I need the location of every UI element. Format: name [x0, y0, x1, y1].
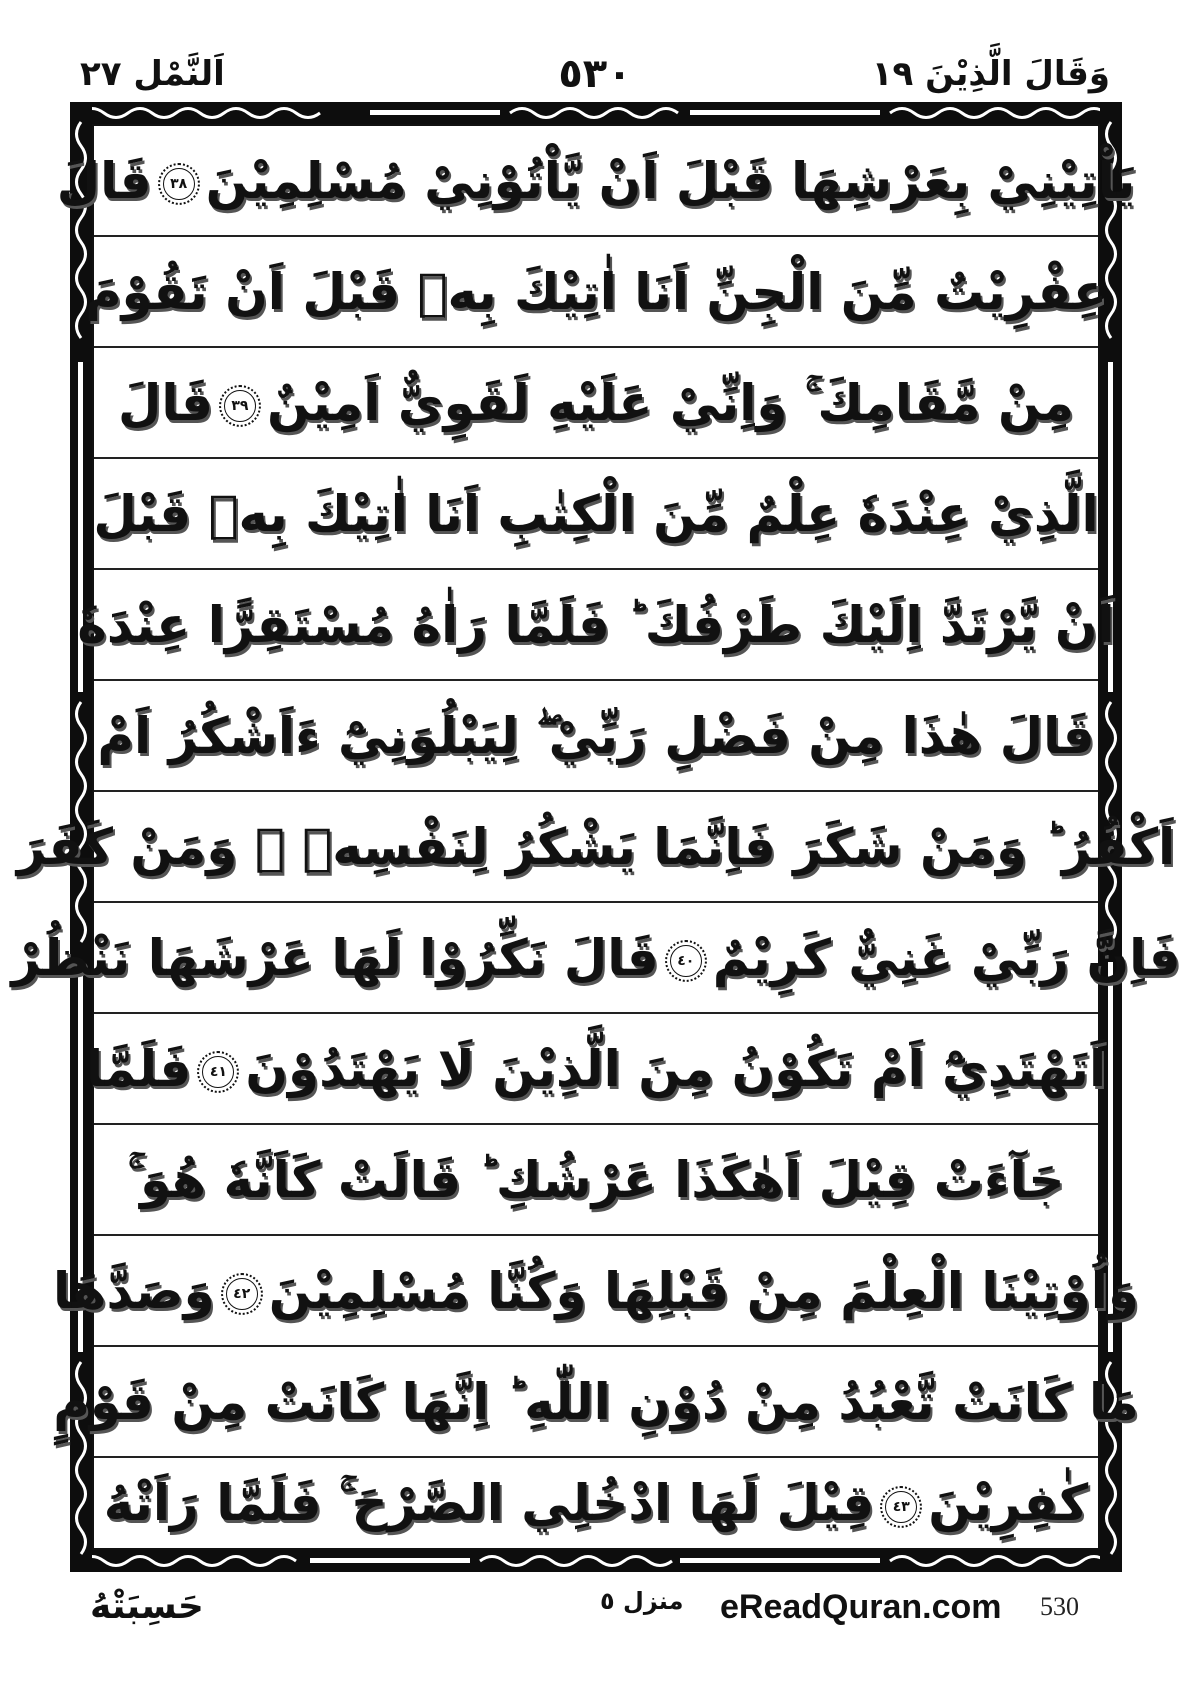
ayah-marker-icon: ٤٢ — [221, 1273, 263, 1315]
text-line — [77, 570, 1115, 681]
catchword: حَسِبَتْهُ — [90, 1586, 204, 1627]
line-text: مَا كَانَتْ تَّعْبُدُ مِنْ دُوْنِ اللّٰهِ ؕ اِنَّهَا كَانَتْ مِنْ قَوْمٍ — [53, 1372, 1139, 1431]
line-text: كٰفِرِيْنَ — [928, 1474, 1089, 1532]
text-line — [53, 1236, 1139, 1347]
text-line — [94, 681, 1098, 792]
text-line — [53, 1347, 1139, 1458]
ayah-marker-icon: ٤٣ — [880, 1486, 922, 1528]
text-line — [11, 903, 1181, 1014]
ayah-marker-icon: ٣٩ — [219, 385, 261, 427]
line-text: اَنْ يَّرْتَدَّ اِلَيْكَ طَرْفُكَ ؕ فَلَمَّا رَاٰهُ مُسْتَقِرًّا عِنْدَهٗ — [77, 595, 1115, 654]
text-line — [84, 237, 1108, 348]
floral-border-top-icon — [70, 102, 1122, 124]
ayah-marker-icon: ٤١ — [197, 1051, 239, 1093]
line-text: قَالَ هٰذَا مِنْ فَضْلِ رَبِّيْ ۖ لِيَبْلُوَنِيْٓ ءَاَشْكُرُ اَمْ — [97, 706, 1095, 765]
text-line — [94, 348, 1098, 459]
line-text: اَتَهْتَدِيْٓ اَمْ تَكُوْنُ مِنَ الَّذِيْنَ لَا يَهْتَدُوْنَ — [245, 1039, 1107, 1098]
text-line — [94, 1125, 1098, 1236]
line-tail: وَصَدَّهَا — [53, 1261, 215, 1320]
floral-border-bottom-icon — [70, 1550, 1122, 1572]
page-number: 530 — [1040, 1592, 1079, 1621]
line-tail: فَلَمَّا — [85, 1039, 192, 1098]
text-line — [94, 1458, 1098, 1548]
line-text: جَآءَتْ قِيْلَ اَهٰكَذَا عَرْشُكِ ؕ قَالَتْ كَاَنَّهٗ هُوَ ۚ — [127, 1150, 1065, 1209]
manzil-label: منزل ٥ — [600, 1587, 684, 1615]
ornamental-frame — [11, 102, 1181, 1572]
text-panel — [11, 124, 1181, 1550]
text-line — [94, 459, 1098, 570]
line-tail: قَالَ — [56, 151, 152, 210]
line-text: اَكْفُرُ ؕ وَمَنْ شَكَرَ فَاِنَّمَا يَشْكُرُ لِنَفْسِهٖ ۚ وَمَنْ كَفَرَ — [16, 817, 1176, 876]
ayah-marker-icon: ٤٠ — [665, 940, 707, 982]
page-footer — [80, 1582, 1110, 1642]
line-text: الَّذِيْ عِنْدَهٗ عِلْمٌ مِّنَ الْكِتٰبِ اَنَا اٰتِيْكَ بِهٖ قَبْلَ — [93, 484, 1099, 543]
text-line — [16, 792, 1176, 903]
line-tail: قَالَ — [118, 373, 213, 432]
juz-label: وَقَالَ الَّذِيْنَ ١٩ — [871, 54, 1110, 94]
line-tail: قَالَ نَكِّرُوْا لَهَا عَرْشَهَا نَنْظُرْ — [11, 928, 659, 987]
line-text: يَاْتِيْنِيْ بِعَرْشِهَا قَبْلَ اَنْ يَّاْتُوْنِيْ مُسْلِمِيْنَ — [205, 151, 1136, 210]
page-number-arabic: ٥٣٠ — [558, 51, 632, 97]
line-text: مِنْ مَّقَامِكَ ۚ وَاِنِّيْ عَلَيْهِ لَقَوِيٌّ اَمِيْنٌ — [266, 373, 1074, 432]
website-link[interactable]: eReadQuran.com — [720, 1588, 1002, 1626]
text-line — [56, 126, 1136, 237]
line-text: عِفْرِيْتٌ مِّنَ الْجِنِّ اَنَا اٰتِيْكَ بِهٖ قَبْلَ اَنْ تَقُوْمَ — [84, 262, 1108, 321]
line-text: وَاُوْتِيْنَا الْعِلْمَ مِنْ قَبْلِهَا وَكُنَّا مُسْلِمِيْنَ — [268, 1261, 1139, 1320]
line-tail: قِيْلَ لَهَا ادْخُلِي الصَّرْحَ ۚ فَلَمَّا رَاَتْهُ — [103, 1474, 875, 1532]
page-header — [80, 52, 1110, 96]
text-line — [85, 1014, 1107, 1125]
line-text: فَاِنَّ رَبِّيْ غَنِيٌّ كَرِيْمٌ — [712, 928, 1181, 987]
ayah-marker-icon: ٣٨ — [158, 163, 200, 205]
surah-label: اَلنَّمْل ٢٧ — [80, 54, 225, 94]
